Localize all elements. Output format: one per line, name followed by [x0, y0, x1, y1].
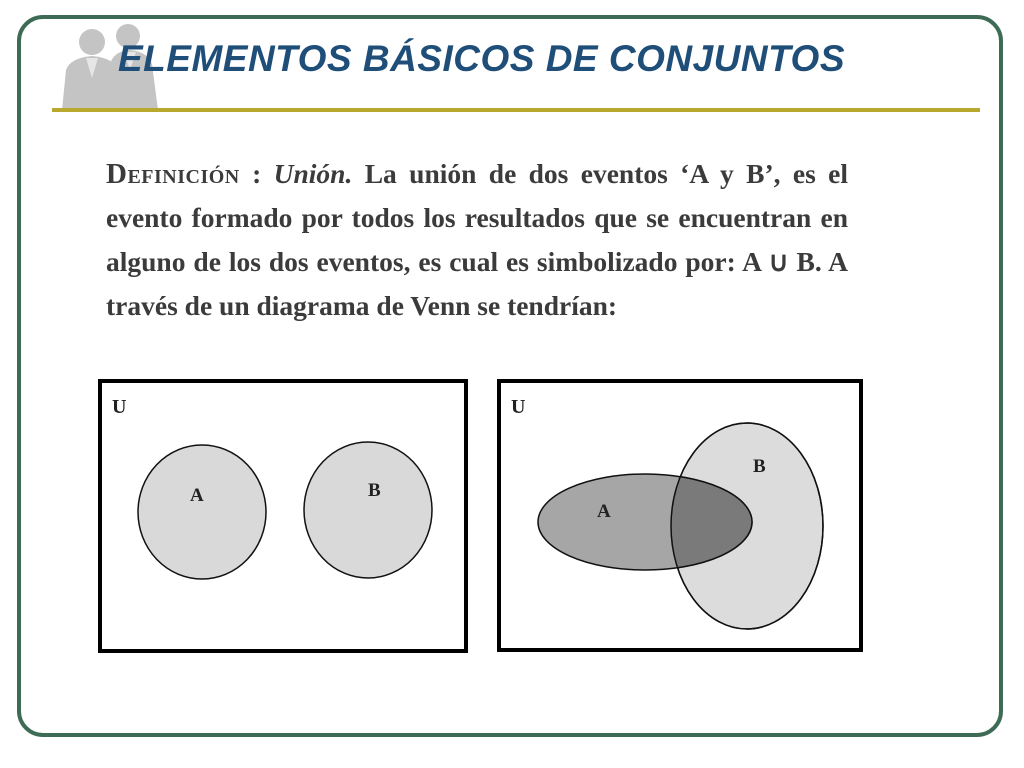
set-b-label: B [368, 480, 381, 501]
set-a-circle [138, 445, 266, 579]
definition-colon: : [239, 158, 274, 189]
title-underline [52, 108, 980, 112]
definition-body: La unión de dos eventos ‘A y B’, es el evento formado por todos los resultados que se encuentran en alguno de los dos eventos, es cual es simbolizado por: A ∪ B. A través de un diagrama de Venn se tendrían: [106, 158, 848, 321]
definition-paragraph [106, 152, 848, 328]
universe-label: U [112, 396, 127, 418]
set-a-label: A [597, 501, 611, 522]
universe-label: U [511, 396, 526, 418]
definition-label: Definición [106, 158, 240, 190]
slide-title: ELEMENTOS BÁSICOS DE CONJUNTOS [118, 38, 846, 79]
venn-diagram-union [497, 379, 863, 652]
set-a-label: A [190, 485, 204, 506]
set-b-label: B [753, 456, 766, 477]
definition-term: Unión. [273, 158, 353, 189]
venn-diagram-disjoint [98, 379, 468, 653]
set-b-circle [304, 442, 432, 578]
